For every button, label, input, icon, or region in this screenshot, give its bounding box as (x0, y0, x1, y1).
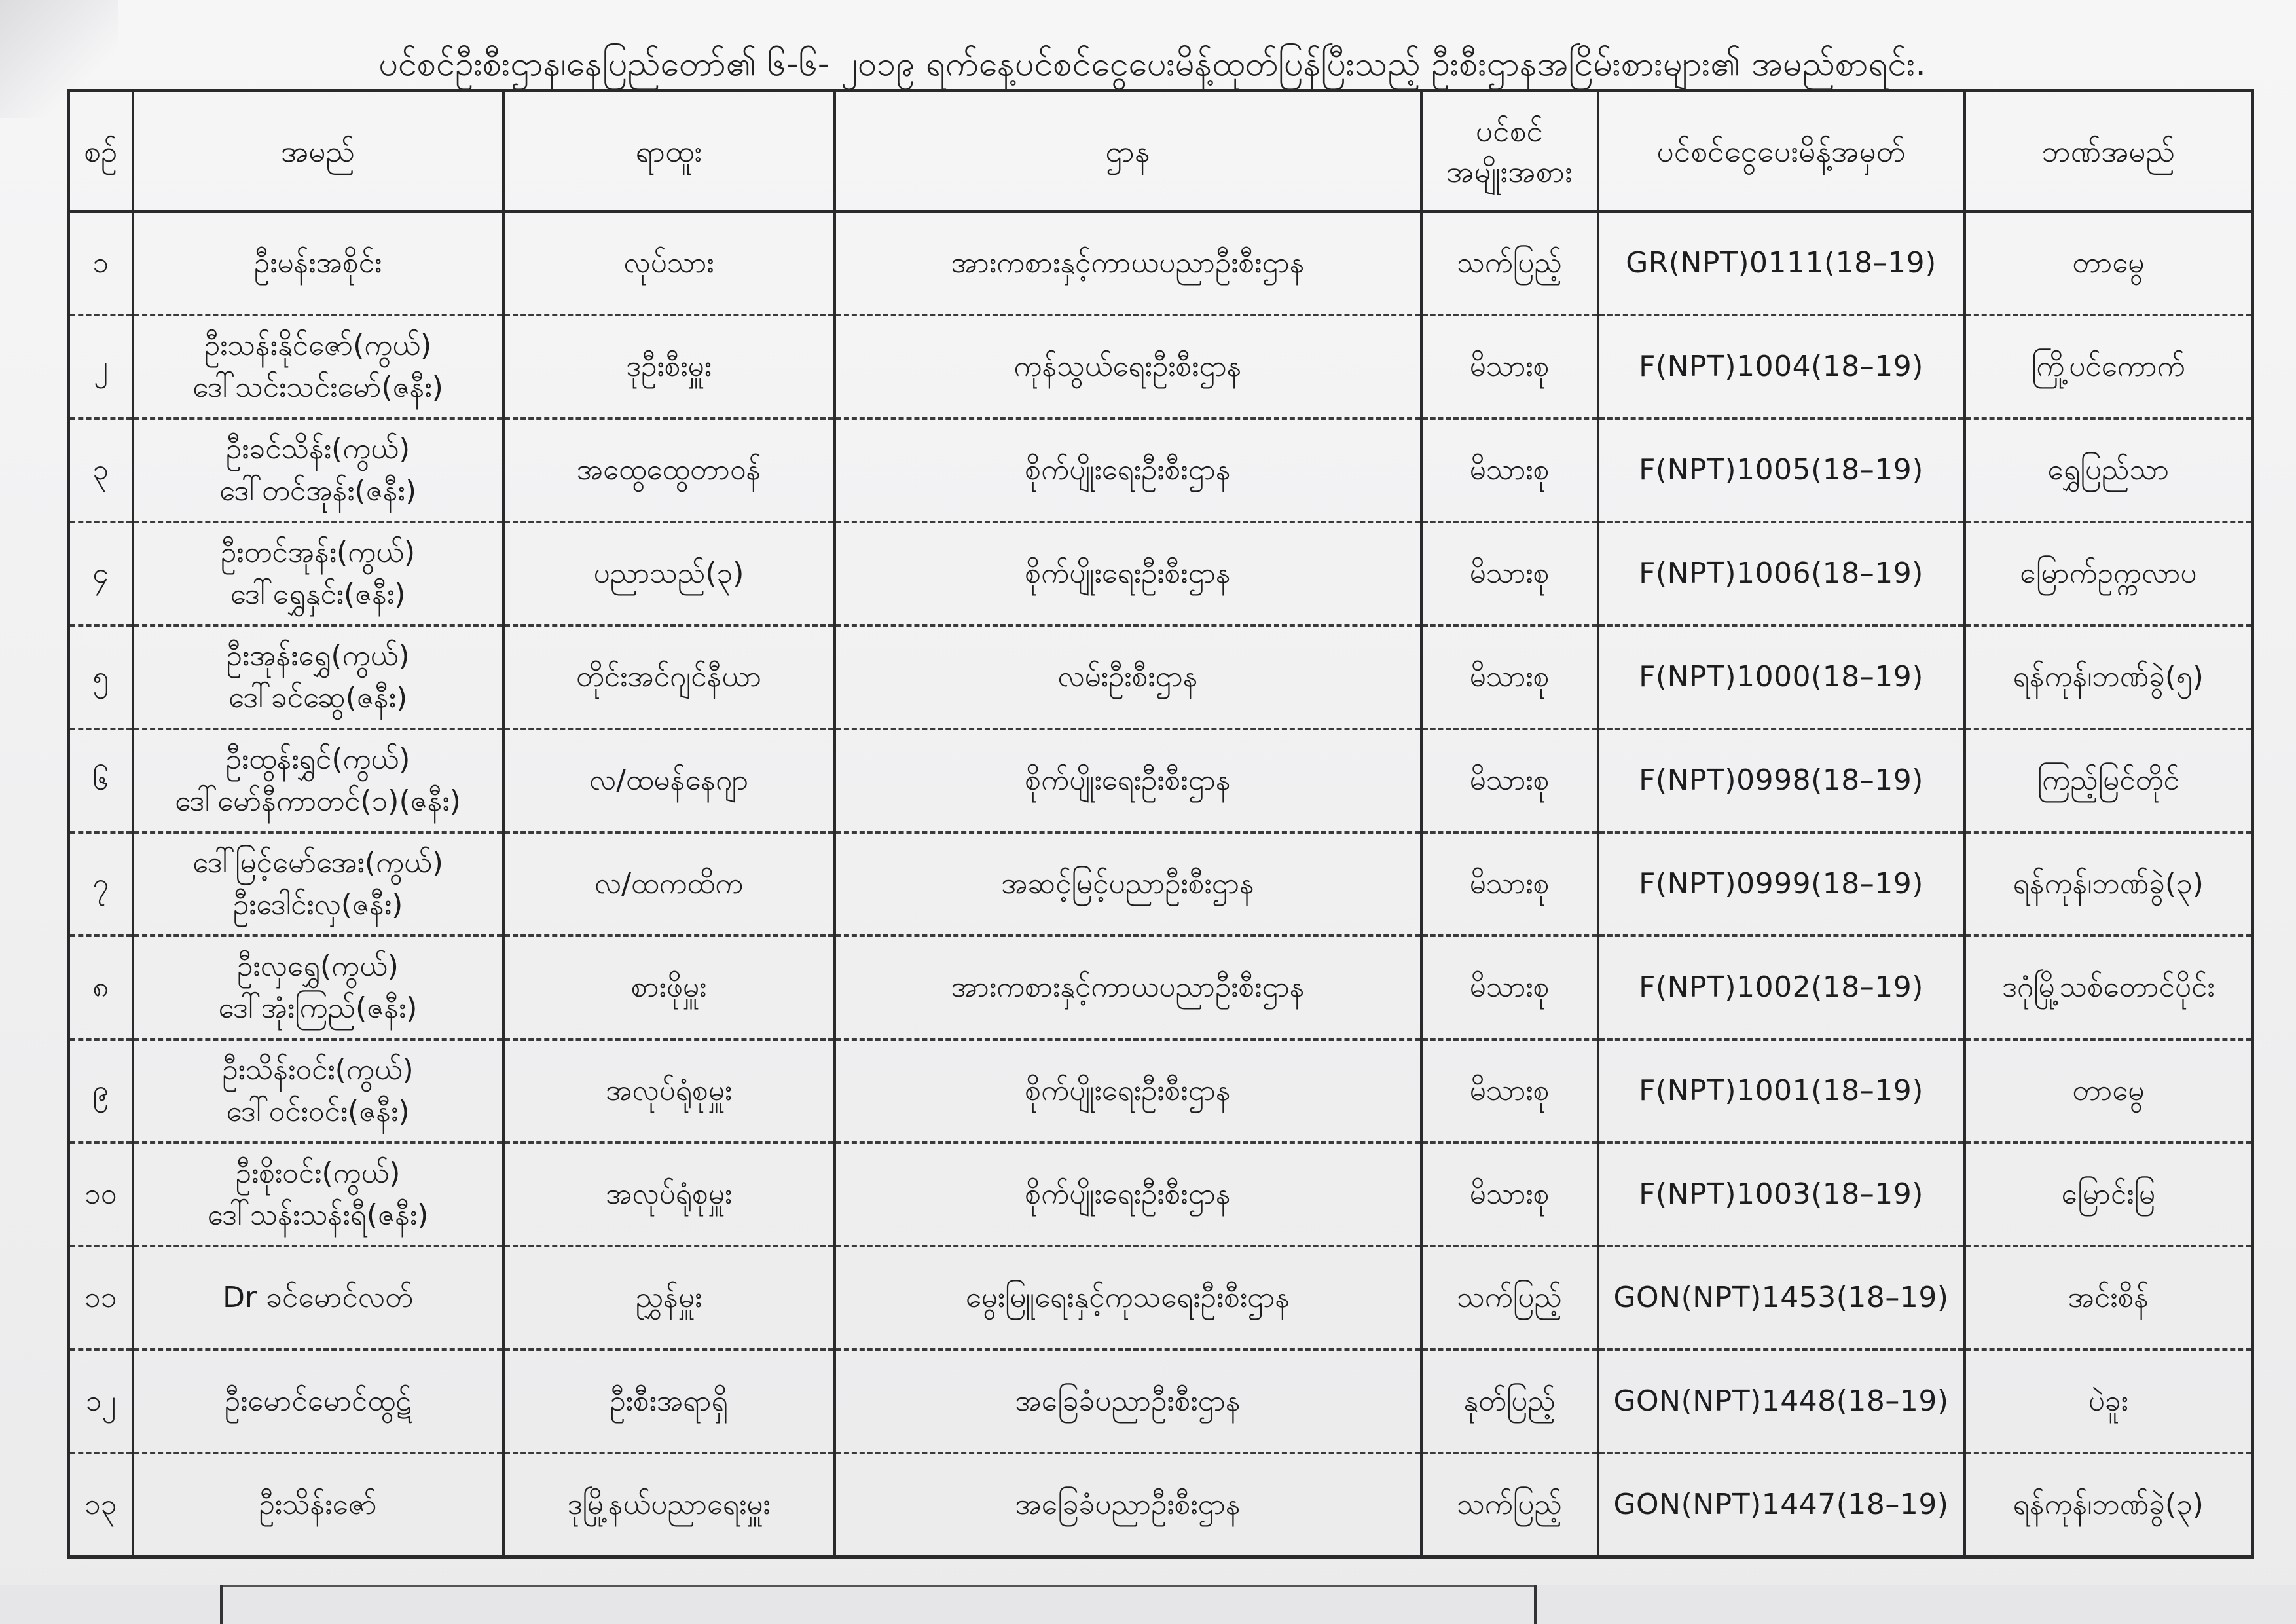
name-line-primary: ဦးမောင်မောင်ထွဋ် (224, 1384, 412, 1418)
cell-no: ၁၂ (69, 1350, 133, 1453)
cell-bank: တာမွေ (1965, 1039, 2253, 1143)
name-line-primary: ဦးထွန်းရွှင်(ကွယ်) (225, 743, 410, 777)
cell-pension-type: သက်ပြည့် (1421, 1246, 1598, 1350)
name-line-primary: ဦးတင်အုန်း(ကွယ်) (220, 536, 416, 570)
cell-rank: လ/ထကထိက (503, 832, 835, 936)
cell-no: ၁ (69, 212, 133, 315)
cell-no: ၆ (69, 729, 133, 832)
name-line-primary: ဦးသိန်းဝင်း(ကွယ်) (222, 1053, 414, 1087)
name-line-secondary: ဒေါ်သန်းသန်းရီ(ဇနီး) (207, 1198, 429, 1232)
table-row (69, 1453, 2253, 1557)
cell-order-no: F(NPT)1005(18–19) (1598, 418, 1965, 522)
next-page-rule-right (1534, 1585, 1537, 1624)
cell-bank: ပဲခူး (1965, 1350, 2253, 1453)
table-row (69, 1350, 2253, 1453)
table-row (69, 1039, 2253, 1143)
table-row (69, 936, 2253, 1039)
cell-order-no: F(NPT)1006(18–19) (1598, 522, 1965, 625)
cell-bank: ရန်ကုန်၊ဘဏ်ခွဲ(၅) (1965, 625, 2253, 729)
cell-pension-type: မိသားစု (1421, 1143, 1598, 1246)
cell-no: ၁၀ (69, 1143, 133, 1246)
table-header-row (69, 91, 2253, 212)
cell-no: ၄ (69, 522, 133, 625)
name-line-secondary: ဒေါ်ဝင်းဝင်း(ဇနီး) (226, 1095, 410, 1128)
pensioner-table (67, 89, 2254, 1559)
cell-no: ၇ (69, 832, 133, 936)
header-pension-type-line1: ပင်စင် (1475, 113, 1544, 149)
table-row (69, 1246, 2253, 1350)
cell-pension-type: မိသားစု (1421, 625, 1598, 729)
table-row (69, 212, 2253, 315)
cell-name (133, 1350, 503, 1453)
header-bank: ဘဏ်အမည် (1965, 91, 2253, 212)
cell-no: ၁၁ (69, 1246, 133, 1350)
cell-rank: လ/ထမန်နေဂျာ (503, 729, 835, 832)
cell-pension-type: မိသားစု (1421, 1039, 1598, 1143)
cell-order-no: F(NPT)1002(18–19) (1598, 936, 1965, 1039)
cell-no: ၂ (69, 315, 133, 418)
cell-rank: ဦးစီးအရာရှိ (503, 1350, 835, 1453)
cell-no: ၃ (69, 418, 133, 522)
cell-department: စိုက်ပျိုးရေးဦးစီးဌာန (835, 729, 1421, 832)
cell-bank: ကြို့ပင်ကောက် (1965, 315, 2253, 418)
header-rank: ရာထူး (503, 91, 835, 212)
cell-department: စိုက်ပျိုးရေးဦးစီးဌာန (835, 418, 1421, 522)
cell-department: လမ်းဦးစီးဌာန (835, 625, 1421, 729)
table-row (69, 418, 2253, 522)
name-line-secondary: ဒေါ်ခင်ဆွေ(ဇနီး) (228, 681, 408, 714)
name-line-secondary: ဒေါ်အုံးကြည်(ဇနီး) (218, 991, 418, 1025)
cell-department: အခြေခံပညာဦးစီးဌာန (835, 1453, 1421, 1557)
cell-department: စိုက်ပျိုးရေးဦးစီးဌာန (835, 522, 1421, 625)
cell-name (133, 1246, 503, 1350)
cell-name (133, 418, 503, 522)
cell-no: ၅ (69, 625, 133, 729)
cell-department: အဆင့်မြင့်ပညာဦးစီးဌာန (835, 832, 1421, 936)
cell-name (133, 832, 503, 936)
table-row (69, 625, 2253, 729)
cell-rank: တိုင်းအင်ဂျင်နီယာ (503, 625, 835, 729)
header-pension-type (1421, 91, 1598, 212)
name-line-primary: ဦးသိန်းဇော် (259, 1488, 377, 1522)
name-line-primary: Dr ခင်မောင်လတ် (223, 1281, 413, 1315)
cell-pension-type: မိသားစု (1421, 832, 1598, 936)
name-line-secondary: ဒေါ်တင်အုန်း(ဇနီး) (219, 474, 416, 507)
cell-rank: ဒုဦးစီးမှူး (503, 315, 835, 418)
cell-pension-type: မိသားစု (1421, 522, 1598, 625)
table-row (69, 729, 2253, 832)
cell-bank: မြောက်ဥက္ကလာပ (1965, 522, 2253, 625)
cell-bank: မြောင်းမြ (1965, 1143, 2253, 1246)
cell-department: စိုက်ပျိုးရေးဦးစီးဌာန (835, 1039, 1421, 1143)
table-row (69, 522, 2253, 625)
cell-no: ၉ (69, 1039, 133, 1143)
cell-pension-type: သက်ပြည့် (1421, 1453, 1598, 1557)
cell-pension-type: မိသားစု (1421, 315, 1598, 418)
cell-name (133, 625, 503, 729)
cell-rank: လုပ်သား (503, 212, 835, 315)
cell-order-no: F(NPT)1000(18–19) (1598, 625, 1965, 729)
cell-bank: ရန်ကုန်၊ဘဏ်ခွဲ(၃) (1965, 832, 2253, 936)
cell-rank: ပညာသည်(၃) (503, 522, 835, 625)
cell-no: ၈ (69, 936, 133, 1039)
header-department: ဌာန (835, 91, 1421, 212)
cell-name (133, 315, 503, 418)
cell-rank: ညွှန်မှူး (503, 1246, 835, 1350)
cell-order-no: GR(NPT)0111(18–19) (1598, 212, 1965, 315)
cell-bank: ဒဂုံမြို့သစ်တောင်ပိုင်း (1965, 936, 2253, 1039)
next-page-rule (220, 1585, 1537, 1587)
cell-rank: စားဖိုမှူး (503, 936, 835, 1039)
header-no: စဉ် (69, 91, 133, 212)
name-line-primary: ဦးခင်သိန်း(ကွယ်) (225, 432, 410, 466)
cell-department: အခြေခံပညာဦးစီးဌာန (835, 1350, 1421, 1453)
next-page-rule-left (220, 1585, 223, 1624)
cell-rank: အလုပ်ရုံစုမှူး (503, 1039, 835, 1143)
cell-order-no: F(NPT)1001(18–19) (1598, 1039, 1965, 1143)
cell-order-no: F(NPT)0999(18–19) (1598, 832, 1965, 936)
cell-rank: အလုပ်ရုံစုမှူး (503, 1143, 835, 1246)
document-title: ပင်စင်ဦးစီးဌာန၊နေပြည်တော်၏ ၆-၆- ၂၀၁၉ ရက်နေ့ပင်စင်ငွေပေးမိန့်ထုတ်ပြန်ပြီးသည့် ဦးစီးဌာနအငြိမ်းစားများ၏ အမည်စာရင်း. (378, 45, 1926, 84)
name-line-primary: ဦးမန်းအစိုင်း (253, 246, 382, 280)
cell-bank: အင်းစိန် (1965, 1246, 2253, 1350)
cell-order-no: F(NPT)1003(18–19) (1598, 1143, 1965, 1246)
cell-bank: ကြည့်မြင်တိုင် (1965, 729, 2253, 832)
cell-pension-type: မိသားစု (1421, 418, 1598, 522)
cell-bank: ရန်ကုန်၊ဘဏ်ခွဲ(၃) (1965, 1453, 2253, 1557)
cell-order-no: F(NPT)1004(18–19) (1598, 315, 1965, 418)
next-page-edge (0, 1585, 2296, 1624)
cell-pension-type: သက်ပြည့် (1421, 212, 1598, 315)
name-line-secondary: ဒေါ်မော်နီကာတင်(၁)(ဇနီး) (175, 784, 461, 818)
cell-name (133, 729, 503, 832)
cell-no: ၁၃ (69, 1453, 133, 1557)
cell-name (133, 936, 503, 1039)
cell-bank: တာမွေ (1965, 212, 2253, 315)
cell-department: စိုက်ပျိုးရေးဦးစီးဌာန (835, 1143, 1421, 1246)
cell-rank: အထွေထွေတာဝန် (503, 418, 835, 522)
table-row (69, 832, 2253, 936)
cell-department: အားကစားနှင့်ကာယပညာဦးစီးဌာန (835, 212, 1421, 315)
cell-name (133, 522, 503, 625)
cell-name (133, 1039, 503, 1143)
header-pension-type-line2: အမျိုးအစား (1446, 154, 1573, 189)
table-body (69, 212, 2253, 1557)
cell-pension-type: မိသားစု (1421, 936, 1598, 1039)
cell-rank: ဒုမြို့နယ်ပညာရေးမှူး (503, 1453, 835, 1557)
name-line-secondary: ဒေါ်သင်းသင်းမော်(ဇနီး) (192, 371, 443, 404)
name-line-primary: ဦးအုန်းရွှေ(ကွယ်) (226, 639, 410, 673)
cell-name (133, 1143, 503, 1246)
name-line-secondary: ဒေါ်ရွှေနှင်း(ဇနီး) (230, 578, 406, 611)
name-line-primary: ဦးသန်းနိုင်ဇော်(ကွယ်) (204, 329, 432, 363)
cell-department: မွေးမြူရေးနှင့်ကုသရေးဦးစီးဌာန (835, 1246, 1421, 1350)
cell-name (133, 212, 503, 315)
name-line-secondary: ဦးဒေါင်းလှ(ဇနီး) (232, 888, 403, 921)
cell-order-no: GON(NPT)1448(18–19) (1598, 1350, 1965, 1453)
cell-order-no: GON(NPT)1447(18–19) (1598, 1453, 1965, 1557)
cell-pension-type: နုတ်ပြည့် (1421, 1350, 1598, 1453)
header-name: အမည် (133, 91, 503, 212)
cell-pension-type: မိသားစု (1421, 729, 1598, 832)
cell-order-no: F(NPT)0998(18–19) (1598, 729, 1965, 832)
header-order-no: ပင်စင်ငွေပေးမိန့်အမှတ် (1598, 91, 1965, 212)
name-line-primary: ဦးစိုးဝင်း(ကွယ်) (235, 1156, 401, 1190)
name-line-primary: ဦးလှရွှေ(ကွယ်) (237, 950, 399, 984)
table-row (69, 1143, 2253, 1246)
table-row (69, 315, 2253, 418)
cell-department: ကုန်သွယ်ရေးဦးစီးဌာန (835, 315, 1421, 418)
name-line-primary: ဒေါ်မြင့်မော်အေး(ကွယ်) (192, 846, 443, 880)
cell-department: အားကစားနှင့်ကာယပညာဦးစီးဌာန (835, 936, 1421, 1039)
cell-name (133, 1453, 503, 1557)
cell-order-no: GON(NPT)1453(18–19) (1598, 1246, 1965, 1350)
cell-bank: ရွှေပြည်သာ (1965, 418, 2253, 522)
